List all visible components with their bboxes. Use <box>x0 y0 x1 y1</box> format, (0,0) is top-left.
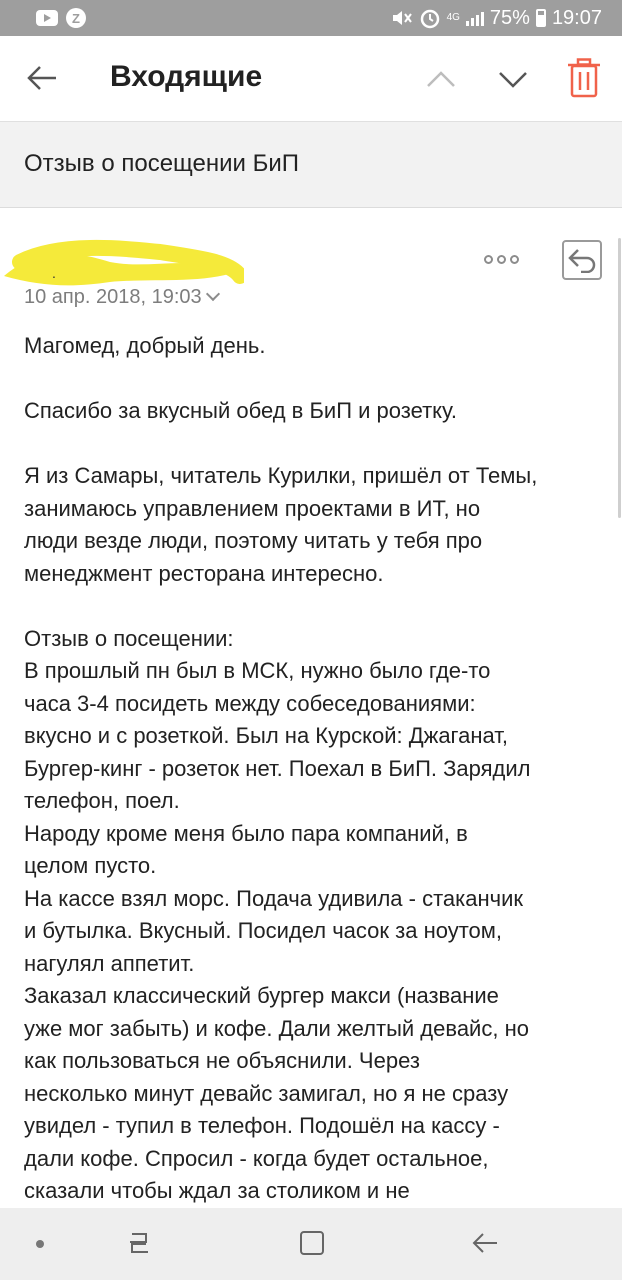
sender-date[interactable] <box>24 286 218 309</box>
reply-icon <box>567 247 597 273</box>
chevron-down-icon[interactable] <box>496 62 530 96</box>
dot-icon <box>484 255 493 264</box>
status-time: 19:07 <box>551 6 602 29</box>
signal-icon <box>466 10 484 26</box>
system-nav-bar <box>0 1208 622 1280</box>
network-type: 4G <box>446 12 460 23</box>
body-line: менеджмент ресторана интересно. <box>24 560 384 586</box>
body-line: нагулял аппетит. <box>24 950 195 976</box>
sender-block <box>0 210 622 320</box>
body-line: часа 3-4 посидеть между собеседованиями: <box>24 690 476 716</box>
mail-body <box>24 330 604 1210</box>
z-app-icon: Z <box>66 8 86 28</box>
body-line: Заказал классический бургер макси (название <box>24 983 499 1008</box>
body-line: Народу кроме меня было пара компаний, в <box>24 820 468 846</box>
mute-icon <box>391 8 413 28</box>
body-line: люди везде люди, поэтому читать у тебя про <box>24 528 483 553</box>
body-line: телефон, поел. <box>24 788 180 813</box>
alarm-icon <box>419 7 441 29</box>
scroll-indicator[interactable] <box>618 238 621 518</box>
sender-dot: . <box>52 265 56 281</box>
chevron-up-icon[interactable] <box>424 62 458 96</box>
battery-icon <box>536 9 546 27</box>
recent-apps-icon[interactable] <box>124 1228 154 1258</box>
body-line: увидел - тупил в телефон. Подошёл на кассу - <box>24 1113 500 1138</box>
body-line: целом пусто. <box>24 853 157 878</box>
body-line: занимаюсь управлением проектами в ИТ, но <box>24 495 481 521</box>
body-line: Отзыв о посещении: <box>24 625 234 651</box>
sender-name-redacted[interactable] <box>0 232 244 288</box>
more-options-button[interactable] <box>484 250 522 268</box>
reply-button[interactable] <box>562 240 602 280</box>
mail-subject: Отзыв о посещении БиП <box>24 150 300 177</box>
blank-line <box>24 428 604 461</box>
body-line: дали кофе. Спросил - когда будет остальное, <box>24 1145 489 1171</box>
dot-icon <box>497 255 506 264</box>
body-line: В прошлый пн был в МСК, нужно было где-то <box>24 658 491 683</box>
body-line: Магомед, добрый день. <box>24 333 266 358</box>
chevron-down-icon <box>206 287 220 301</box>
body-line: Я из Самары, читатель Курилки, пришёл от Темы, <box>24 463 538 488</box>
body-line: несколько минут девайс замигал, но я не сразу <box>24 1080 509 1106</box>
body-line: На кассе взял морс. Подача удивила - стаканчик <box>24 885 524 911</box>
body-line: Бургер-кинг - розеток нет. Поехал в БиП. Зарядил <box>24 755 531 781</box>
battery-percent: 75% <box>489 6 530 29</box>
body-line: уже мог забыть) и кофе. Дали желтый девайс, но <box>24 1015 529 1041</box>
date-text: 10 апр. 2018, 19:03 <box>24 286 202 308</box>
body-line: и бутылка. Вкусный. Посидел часок за ноутом, <box>24 918 503 943</box>
dot-icon <box>510 255 519 264</box>
page-title: Входящие <box>110 60 263 93</box>
blank-line <box>24 590 604 623</box>
blank-line <box>24 363 604 396</box>
home-icon[interactable] <box>298 1228 326 1258</box>
youtube-icon <box>36 10 58 26</box>
body-line: вкусно и с розеткой. Был на Курской: Джаганат, <box>24 723 508 748</box>
nav-dot-icon[interactable] <box>36 1240 44 1248</box>
app-header <box>0 36 622 122</box>
back-arrow-icon[interactable] <box>24 60 60 96</box>
body-line: как пользоваться не объяснили. Через <box>24 1048 420 1073</box>
trash-icon[interactable] <box>566 58 602 98</box>
status-bar <box>0 0 622 36</box>
status-left <box>36 8 86 28</box>
status-right <box>391 7 602 30</box>
body-line: Спасибо за вкусный обед в БиП и розетку. <box>24 398 457 423</box>
body-line: сказали чтобы ждал за столиком и не <box>24 1178 410 1203</box>
subject-bar <box>0 122 622 208</box>
back-icon[interactable] <box>470 1228 500 1258</box>
